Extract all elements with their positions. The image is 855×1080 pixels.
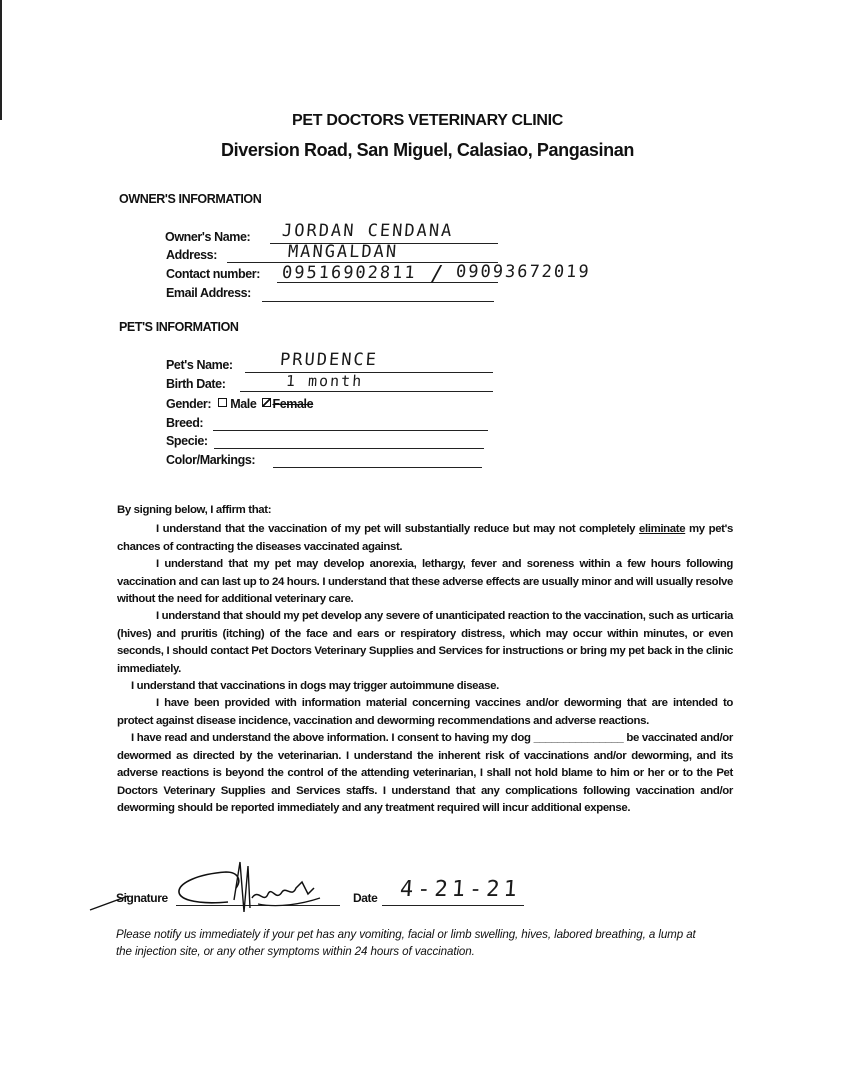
birth-date-value: 1 month bbox=[285, 372, 364, 390]
consent-paragraph-4: I understand that vaccinations in dogs may trigger autoimmune disease. bbox=[131, 680, 499, 693]
color-markings-label: Color/Markings: bbox=[166, 453, 256, 467]
consent-text bbox=[117, 502, 733, 817]
date-line bbox=[382, 905, 524, 906]
birth-date-label: Birth Date: bbox=[166, 377, 226, 391]
consent-intro: By signing below, I affirm that: bbox=[117, 504, 272, 516]
signature-scribble bbox=[88, 858, 328, 918]
scan-edge bbox=[0, 0, 2, 120]
owner-name-value: JORDAN CENDANA bbox=[281, 221, 454, 241]
clinic-address: Diversion Road, San Miguel, Calasiao, Pangasinan bbox=[221, 140, 634, 160]
breed-line bbox=[213, 430, 488, 431]
female-option-label: Female bbox=[272, 397, 314, 411]
date-value: 4-21-21 bbox=[399, 877, 522, 902]
clinic-name: PET DOCTORS VETERINARY CLINIC bbox=[291, 112, 564, 129]
consent-paragraph-2: I understand that my pet may develop anorexia, lethargy, fever and soreness within a few hours following vaccination and can last up to 24 hours. I understand that these adverse effects are usually minor and will usually resolve without the need for additional veterinary care. bbox=[117, 558, 733, 606]
contact-value-1: 09516902811 bbox=[281, 263, 418, 283]
male-option-label: Male bbox=[230, 397, 257, 411]
email-line bbox=[262, 301, 494, 302]
color-markings-line bbox=[273, 467, 482, 468]
birth-date-line bbox=[240, 391, 493, 392]
contact-separator: / bbox=[429, 262, 447, 287]
gender-row bbox=[166, 397, 313, 411]
date-label: Date bbox=[353, 891, 378, 905]
notice-text: Please notify us immediately if your pet has any vomiting, facial or limb swelling, hives, labored breathing, a lump at the injection site, or any other symptoms within 24 hours of vaccination. bbox=[116, 928, 696, 958]
specie-line bbox=[214, 448, 484, 449]
consent-paragraph-1: I understand that the vaccination of my pet will substantially reduce but may not completely eliminate my pet's chances of contracting the diseases vaccinated against. bbox=[117, 523, 733, 553]
pet-name-line bbox=[245, 372, 493, 373]
pet-name-value: PRUDENCE bbox=[279, 350, 379, 370]
dog-name-blank[interactable]: _______________ bbox=[533, 732, 624, 745]
pet-section-heading: PET'S INFORMATION bbox=[119, 320, 239, 334]
address-value: MANGALDAN bbox=[287, 242, 399, 262]
address-label: Address: bbox=[166, 248, 217, 262]
specie-label: Specie: bbox=[166, 434, 208, 448]
pet-name-label: Pet's Name: bbox=[166, 358, 233, 372]
owner-name-label: Owner's Name: bbox=[165, 230, 251, 244]
male-checkbox[interactable] bbox=[218, 398, 227, 407]
breed-label: Breed: bbox=[166, 416, 204, 430]
signature-label: Signature bbox=[116, 891, 168, 905]
contact-value-2: 09093672019 bbox=[455, 262, 592, 282]
email-label: Email Address: bbox=[166, 286, 251, 300]
female-checkbox[interactable] bbox=[262, 398, 271, 407]
owner-section-heading: OWNER'S INFORMATION bbox=[119, 192, 262, 206]
gender-label: Gender: bbox=[166, 397, 212, 411]
consent-paragraph-6: I have read and understand the above information. I consent to having my dog _______________ be vaccinated and/or dewormed as directed by the veterinarian. I understand the inherent risk of vaccinations and/or deworming, and its adverse reactions is beyond the control of the attending veterinarian, I shall not hold blame to him or her or to the Pet Doctors Veterinary Supplies and Services staffs. I understand that any complications following vaccination and/or deworming should be reported immediately and any treatment required will incur additional expense. bbox=[117, 732, 733, 814]
contact-label: Contact number: bbox=[166, 267, 261, 281]
consent-paragraph-5: I have been provided with information material concerning vaccines and/or deworming that are intended to protect against disease incidence, vaccination and deworming recommendations and adverse reactions. bbox=[117, 697, 733, 727]
consent-paragraph-3: I understand that should my pet develop any severe of unanticipated reaction to the vaccination, such as urticaria (hives) and pruritis (itching) of the face and ears or respiratory distress, which may occur within minutes, or even seconds, I should contact Pet Doctors Veterinary Supplies and Services for instructions or bring my pet back in the clinic immediately. bbox=[117, 610, 733, 675]
